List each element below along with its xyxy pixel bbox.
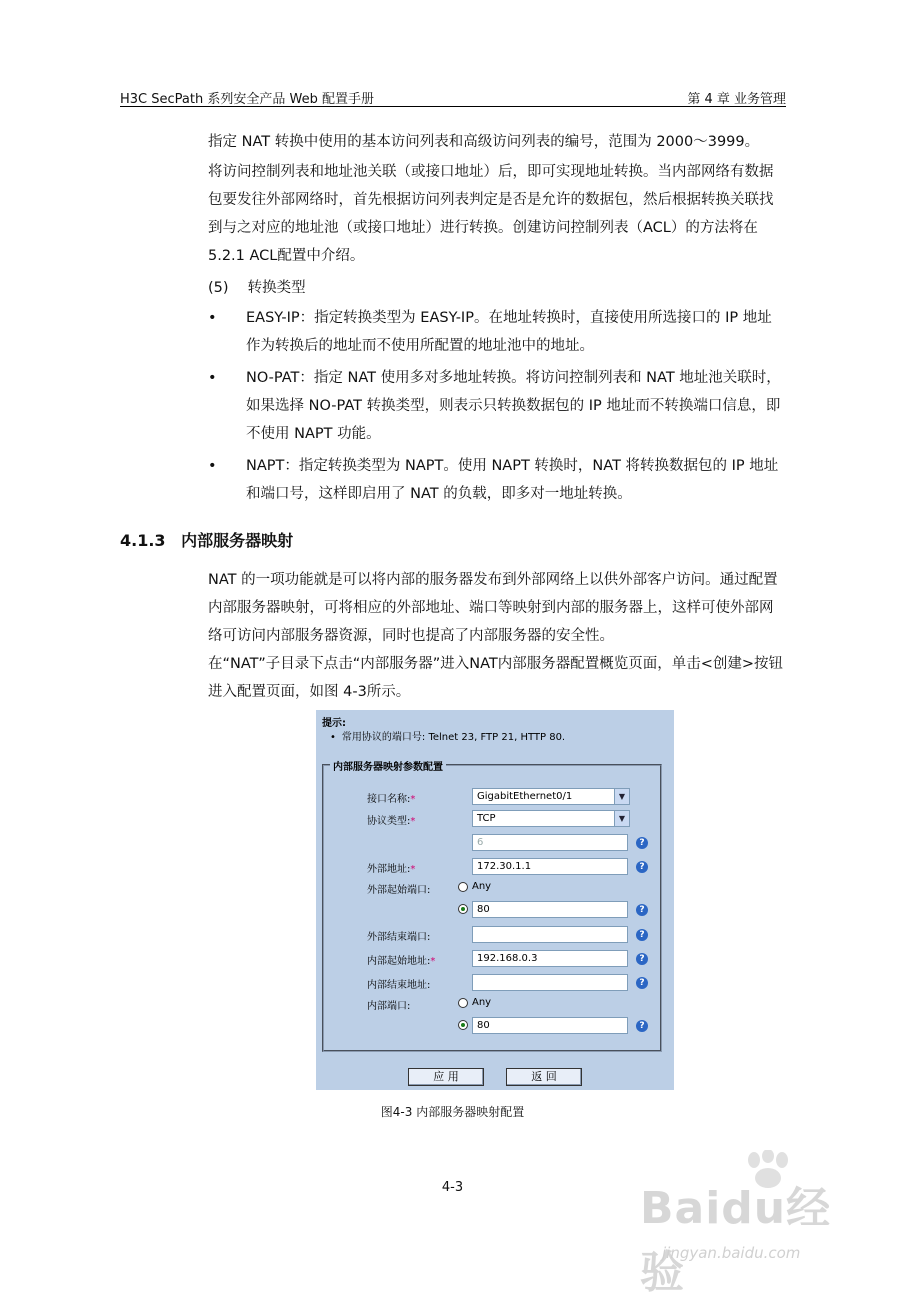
tip-item xyxy=(330,728,565,743)
section-title: 内部服务器映射 xyxy=(181,531,294,550)
bullet-text: NAPT：指定转换类型为 NAPT。使用 NAPT 转换时，NAT 将转换数据包的 IP 地址和端口号，这样即启用了 NAT 的负载，即多对一地址转换。 xyxy=(246,458,779,502)
help-icon[interactable]: ? xyxy=(636,929,648,941)
internal-port-custom-radio[interactable] xyxy=(458,1020,468,1030)
external-end-port-label: 外部结束端口: xyxy=(367,932,431,943)
internal-port-label: 内部端口: xyxy=(367,1001,411,1012)
required-mark: * xyxy=(410,864,416,875)
interface-select[interactable] xyxy=(472,788,630,805)
internal-port-any-label: Any xyxy=(472,997,492,1008)
bullet-easy-ip xyxy=(208,304,786,360)
page-number: 4-3 xyxy=(441,1180,464,1195)
figure-caption: 图4-3 内部服务器映射配置 xyxy=(380,1105,525,1119)
paragraph-acl-association: 将访问控制列表和地址池关联（或接口地址）后，即可实现地址转换。当内部网络有数据包要发往外部网络时，首先根据访问列表判定是否是允许的数据包，然后根据转换关联找到与之对应的地址池（或接口地址）进行转换。创建访问控制列表（ACL）的方法将在5.2.1 ACL配置中介绍。 xyxy=(208,164,774,264)
required-mark: * xyxy=(430,956,436,967)
interface-label xyxy=(367,790,415,805)
internal-start-address-label-text: 内部起始地址: xyxy=(367,956,431,967)
watermark xyxy=(640,1150,860,1298)
list-item-label: (5) 转换类型 xyxy=(208,280,306,296)
protocol-label xyxy=(367,812,415,827)
protocol-number-input: 6 xyxy=(472,834,628,851)
protocol-select[interactable] xyxy=(472,810,630,827)
bullet-symbol: • xyxy=(208,310,217,326)
external-end-port-input[interactable] xyxy=(472,926,628,943)
interface-label-text: 接口名称: xyxy=(367,794,411,805)
help-icon[interactable]: ? xyxy=(636,861,648,873)
internal-start-address-label xyxy=(367,952,435,967)
protocol-select-value: TCP xyxy=(477,813,496,824)
list-item-conversion-type xyxy=(208,274,786,302)
paragraph-navigation: 在“NAT”子目录下点击“内部服务器”进入NAT内部服务器配置概览页面，单击<创建>按钮进入配置页面，如图 4-3所示。 xyxy=(208,656,784,700)
external-address-input[interactable]: 172.30.1.1 xyxy=(472,858,628,875)
protocol-label-text: 协议类型: xyxy=(367,816,411,827)
chevron-down-icon[interactable]: ▼ xyxy=(614,811,629,826)
external-start-port-input[interactable]: 80 xyxy=(472,901,628,918)
watermark-brand: Baidu经验 xyxy=(640,1183,832,1298)
internal-end-address-input[interactable] xyxy=(472,974,628,991)
bullet-no-pat xyxy=(208,364,786,448)
bullet-symbol: • xyxy=(208,370,217,386)
help-icon[interactable]: ? xyxy=(636,1020,648,1032)
bullet-symbol: • xyxy=(208,458,217,474)
interface-select-value: GigabitEthernet0/1 xyxy=(477,791,573,802)
section-heading xyxy=(120,528,293,551)
external-address-label-text: 外部地址: xyxy=(367,864,411,875)
help-icon[interactable]: ? xyxy=(636,904,648,916)
bullet-text: EASY-IP：指定转换类型为 EASY-IP。在地址转换时，直接使用所选接口的 IP 地址作为转换后的地址而不使用所配置的地址池中的地址。 xyxy=(246,310,772,354)
internal-end-address-label: 内部结束地址: xyxy=(367,980,431,991)
paragraph-acl-range: 指定 NAT 转换中使用的基本访问列表和高级访问列表的编号，范围为 2000～3999。 xyxy=(208,134,760,150)
help-icon[interactable]: ? xyxy=(636,977,648,989)
section-number: 4.1.3 xyxy=(120,531,166,550)
chevron-down-icon[interactable]: ▼ xyxy=(614,789,629,804)
tip-bullet: • xyxy=(330,732,336,743)
external-start-port-label: 外部起始端口: xyxy=(367,885,431,896)
external-start-port-any-label: Any xyxy=(472,881,492,892)
bullet-napt xyxy=(208,452,786,508)
internal-port-input[interactable]: 80 xyxy=(472,1017,628,1034)
figure-internal-server-config xyxy=(316,710,674,1090)
bullet-text: NO-PAT：指定 NAT 使用多对多地址转换。将访问控制列表和 NAT 地址池关联时，如果选择 NO-PAT 转换类型，则表示只转换数据包的 IP 地址而不转换端口信息，即不使用 NAPT 功能。 xyxy=(246,370,781,442)
tip-title: 提示: xyxy=(322,718,346,729)
tip-text: 常用协议的端口号: Telnet 23, FTP 21, HTTP 80. xyxy=(341,732,566,743)
header-left: H3C SecPath 系列安全产品 Web 配置手册 xyxy=(120,92,374,107)
external-start-port-any-radio[interactable] xyxy=(458,882,468,892)
external-start-port-custom-radio[interactable] xyxy=(458,904,468,914)
group-title: 内部服务器映射参数配置 xyxy=(330,758,446,773)
config-group xyxy=(322,764,662,1052)
required-mark: * xyxy=(410,816,416,827)
help-icon[interactable]: ? xyxy=(636,953,648,965)
header-divider xyxy=(120,106,786,107)
back-button[interactable]: 返 回 xyxy=(506,1068,582,1086)
internal-start-address-input[interactable]: 192.168.0.3 xyxy=(472,950,628,967)
external-address-label xyxy=(367,860,415,875)
header-right: 第 4 章 业务管理 xyxy=(687,92,786,107)
help-icon[interactable]: ? xyxy=(636,837,648,849)
internal-port-any-radio[interactable] xyxy=(458,998,468,1008)
watermark-url: jingyan.baidu.com xyxy=(662,1244,801,1262)
apply-button[interactable]: 应 用 xyxy=(408,1068,484,1086)
required-mark: * xyxy=(410,794,416,805)
paragraph-internal-server: NAT 的一项功能就是可以将内部的服务器发布到外部网络上以供外部客户访问。通过配置内部服务器映射，可将相应的外部地址、端口等映射到内部的服务器上，这样可使外部网络可访问内部服务器资源，同时也提高了内部服务器的安全性。 xyxy=(208,572,778,644)
